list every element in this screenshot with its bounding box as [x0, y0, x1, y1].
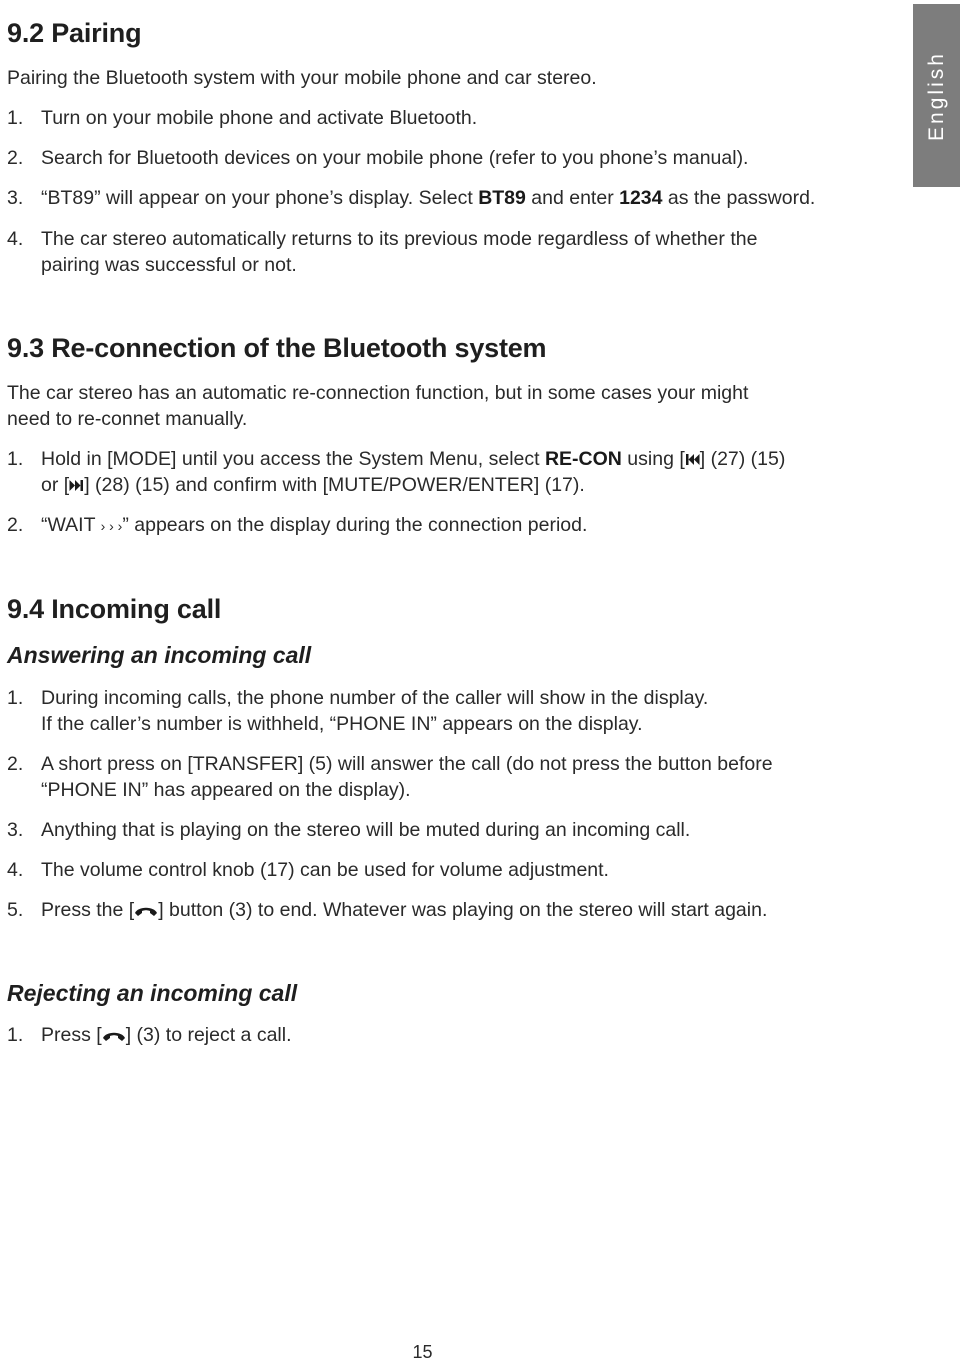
device-name: BT89	[478, 187, 526, 209]
rejecting-subtitle: Rejecting an incoming call	[7, 980, 298, 1006]
language-tab	[913, 4, 960, 187]
menu-option: RE-CON	[544, 448, 622, 470]
language-tab-label: English	[924, 50, 948, 141]
answering-subtitle: Answering an incoming call	[7, 642, 312, 668]
manual-page: English 9.2 Pairing Pairing the Bluetooth system with your mobile phone and car stereo. 1. Turn on your mobile phone and activate Bluetooth. 2. Search for Bluetooth devices on your mobile phone (refer to you phone’s manual). 3. “BT89” will appear on your phone’s display. Select BT89 and enter 1234 as the password. 4. The car stereo automatically returns to its previous mode regardless of whether the pairing was successful or not. 9.3 Re-connection of the Bluetooth system The car stereo has an automatic re-connection function, but in some cases your might need to re-connet manually. 1. Hold in [MODE] until you access the System Menu, select RE-CON using [ ] (27) (15) or [ ] (28) (15) and confirm with [MUTE/POWER/ENTER] (17). 2. “WAIT › › ›” appears on the display during the connection period. 9.4 Incoming call Answering an incoming call 1. During incoming calls, the phone number of the caller will show in the display. If the caller’s number is withheld, “PHONE IN” appears on the display. 2. A short press on [TRANSFER] (5) will answer the call (do not press the button before “PHONE IN” has appeared on the display). 3. Anything that is playing on the stereo will be muted during an incoming call. 4. The volume control knob (17) can be used for volume adjustment. 5. Press the [ ] button (3) to end. Whatever was playing on the stereo will start again. Rejecting an incoming call 1. Press [ ] (3) to reject a call. 15	[0, 0, 960, 1361]
section-9-3-intro: The car stereo has an automatic re-connection function, but in some cases your might need to re-connet manually.	[7, 382, 749, 430]
page-number: 15	[412, 1342, 433, 1362]
section-9-2-intro: Pairing the Bluetooth system with your mobile phone and car stereo.	[7, 67, 597, 89]
section-9-4-title: 9.4 Incoming call	[7, 594, 222, 624]
section-9-2-title: 9.2 Pairing	[7, 18, 142, 48]
section-9-3-title: 9.3 Re-connection of the Bluetooth system	[7, 333, 547, 363]
hang-up-phone-icon	[102, 1029, 126, 1043]
hang-up-phone-icon	[134, 904, 158, 918]
password-value: 1234	[619, 187, 663, 209]
skip-previous-icon	[685, 452, 700, 467]
skip-next-icon	[69, 478, 84, 493]
wait-arrows: › › ›	[100, 518, 123, 534]
